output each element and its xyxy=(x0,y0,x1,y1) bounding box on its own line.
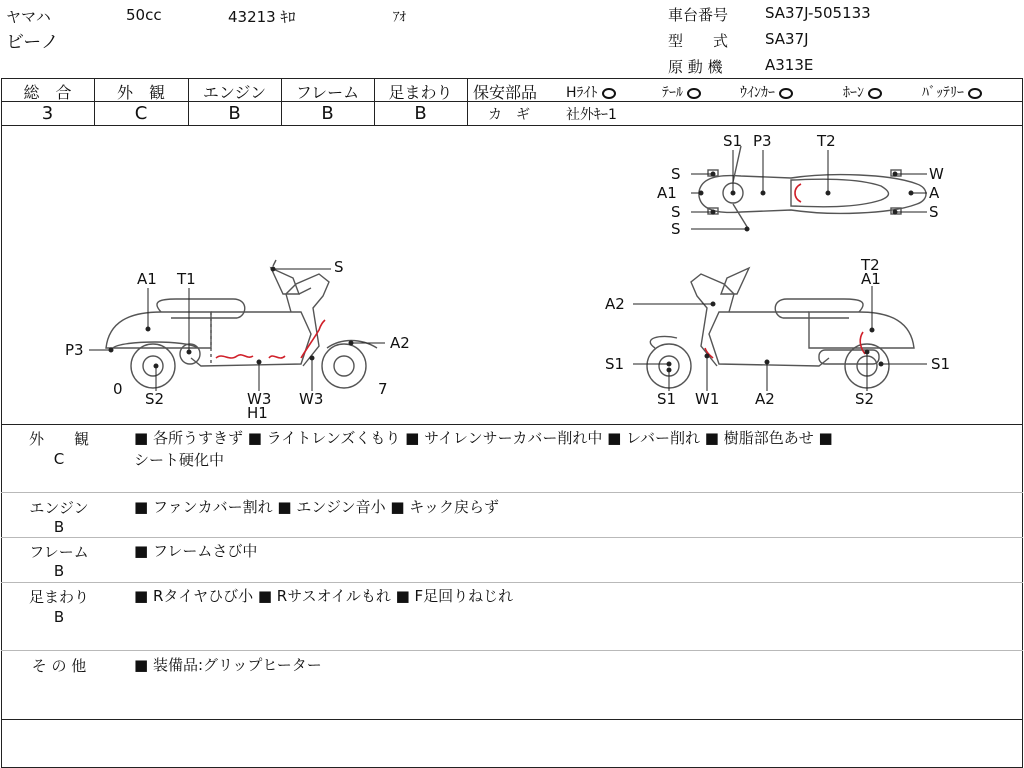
body-color: ｱｵ xyxy=(393,10,406,25)
label-top-a: A xyxy=(929,184,940,202)
label-left-h1: H1 xyxy=(247,404,268,422)
part-name: ｳｲﾝｶｰ xyxy=(740,85,775,101)
label-left-a1: A1 xyxy=(137,270,157,288)
safety-part-tail xyxy=(662,82,701,102)
label-left-w3: W3 xyxy=(247,390,272,408)
label-top-s-bottom: S xyxy=(671,220,681,238)
scooter-diagram xyxy=(1,126,1023,424)
part-name: ﾊﾞｯﾃﾘｰ xyxy=(922,85,964,101)
grade-label-overall: 総 合 xyxy=(23,83,72,102)
ok-mark-icon xyxy=(868,88,882,99)
part-name: ﾎｰﾝ xyxy=(843,85,864,101)
label-top-a1: A1 xyxy=(657,184,677,202)
label-left-0: 0 xyxy=(113,380,123,398)
grade-value-overall: 3 xyxy=(41,103,54,124)
grade-label-suspension: 足まわり xyxy=(388,83,453,102)
label-right-s1b: S1 xyxy=(657,390,677,408)
displacement: 50cc xyxy=(126,6,162,24)
section-divider xyxy=(1,650,1023,651)
section-grade-exterior: C xyxy=(53,450,65,468)
grade-label-exterior: 外 観 xyxy=(116,83,165,102)
section-text-other: ■ 装備品:グリップヒーター xyxy=(134,656,322,674)
grade-value-frame: B xyxy=(321,103,334,124)
ok-mark-icon xyxy=(968,88,982,99)
section-label-engine: エンジン xyxy=(29,499,89,517)
label-top-s: S xyxy=(671,165,681,183)
section-label-other: そ の 他 xyxy=(31,657,87,675)
label-left-7: 7 xyxy=(378,380,388,398)
grade-value-engine: B xyxy=(228,103,241,124)
label-top-s-right: S xyxy=(929,203,939,221)
safety-parts-label: 保安部品 xyxy=(473,83,538,102)
ok-mark-icon xyxy=(687,88,701,99)
label-left-w3b: W3 xyxy=(299,390,324,408)
section-text-exterior-line2: シート硬化中 xyxy=(134,451,225,469)
model-name: ビーノ xyxy=(6,32,59,53)
section-text-frame: ■ フレームさび中 xyxy=(134,542,258,560)
section-divider xyxy=(1,582,1023,583)
safety-part-horn xyxy=(843,82,882,102)
grade-label-frame: フレーム xyxy=(295,83,360,102)
label-left-a2: A2 xyxy=(390,334,410,352)
key-label: カ ギ xyxy=(488,107,530,123)
section-label-exterior: 外 観 xyxy=(28,430,89,448)
section-text-engine: ■ ファンカバー割れ ■ エンジン音小 ■ キック戻らず xyxy=(134,498,500,516)
part-name: Hﾗｲﾄ xyxy=(566,85,598,101)
ok-mark-icon xyxy=(602,88,616,99)
section-grade-engine: B xyxy=(53,518,65,536)
label-right-s1c: S1 xyxy=(931,355,951,373)
frame-no: SA37J-505133 xyxy=(765,4,871,22)
label-top-s1: S1 xyxy=(723,132,743,150)
part-name: ﾃｰﾙ xyxy=(662,85,683,101)
mileage: 43213 ｷﾛ xyxy=(228,8,296,26)
section-grade-suspension: B xyxy=(53,608,65,626)
engine-code: A313E xyxy=(765,56,814,74)
key-value: 社外ｷｰ1 xyxy=(566,107,617,123)
grade-value-suspension: B xyxy=(414,103,427,124)
safety-part-headlight xyxy=(566,82,616,102)
label-top-t2: T2 xyxy=(817,132,836,150)
label-right-s1: S1 xyxy=(605,355,625,373)
section-divider xyxy=(1,492,1023,493)
ok-mark-icon xyxy=(779,88,793,99)
label-top-w: W xyxy=(929,165,944,183)
label-right-a2b: A2 xyxy=(755,390,775,408)
frame-no-label: 車台番号 xyxy=(668,6,729,24)
label-right-t2: T2 xyxy=(861,256,880,274)
label-left-s2: S2 xyxy=(145,390,165,408)
leader-lines xyxy=(89,150,927,391)
label-right-a1: A1 xyxy=(861,270,881,288)
label-left-s: S xyxy=(334,258,344,276)
notes-bottom-line xyxy=(1,719,1023,720)
section-text-exterior: ■ 各所うすきず ■ ライトレンズくもり ■ サイレンサーカバー削れ中 ■ レバー削れ ■ 樹脂部色あせ ■ xyxy=(134,429,833,447)
section-text-suspension: ■ Rタイヤひび小 ■ Rサスオイルもれ ■ F足回りねじれ xyxy=(134,587,514,605)
model-code-label: 型 式 xyxy=(668,32,729,50)
label-right-s2: S2 xyxy=(855,390,875,408)
section-grade-frame: B xyxy=(53,562,65,580)
grade-value-exterior: C xyxy=(134,103,148,124)
label-top-p3: P3 xyxy=(753,132,772,150)
label-left-t1: T1 xyxy=(177,270,196,288)
engine-code-label: 原 動 機 xyxy=(668,58,723,76)
safety-part-winker xyxy=(740,82,793,102)
grade-label-engine: エンジン xyxy=(202,83,267,102)
label-right-w1: W1 xyxy=(695,390,720,408)
label-right-a2: A2 xyxy=(605,295,625,313)
diagram-bottom-line xyxy=(1,424,1023,425)
label-top-s-lower: S xyxy=(671,203,681,221)
maker-name: ヤマハ xyxy=(6,8,51,26)
safety-part-battery xyxy=(922,82,982,102)
label-left-p3: P3 xyxy=(65,341,84,359)
model-code: SA37J xyxy=(765,30,809,48)
damage-marks xyxy=(216,184,865,358)
section-label-frame: フレーム xyxy=(29,543,89,561)
section-label-suspension: 足まわり xyxy=(28,588,89,606)
section-divider xyxy=(1,537,1023,538)
